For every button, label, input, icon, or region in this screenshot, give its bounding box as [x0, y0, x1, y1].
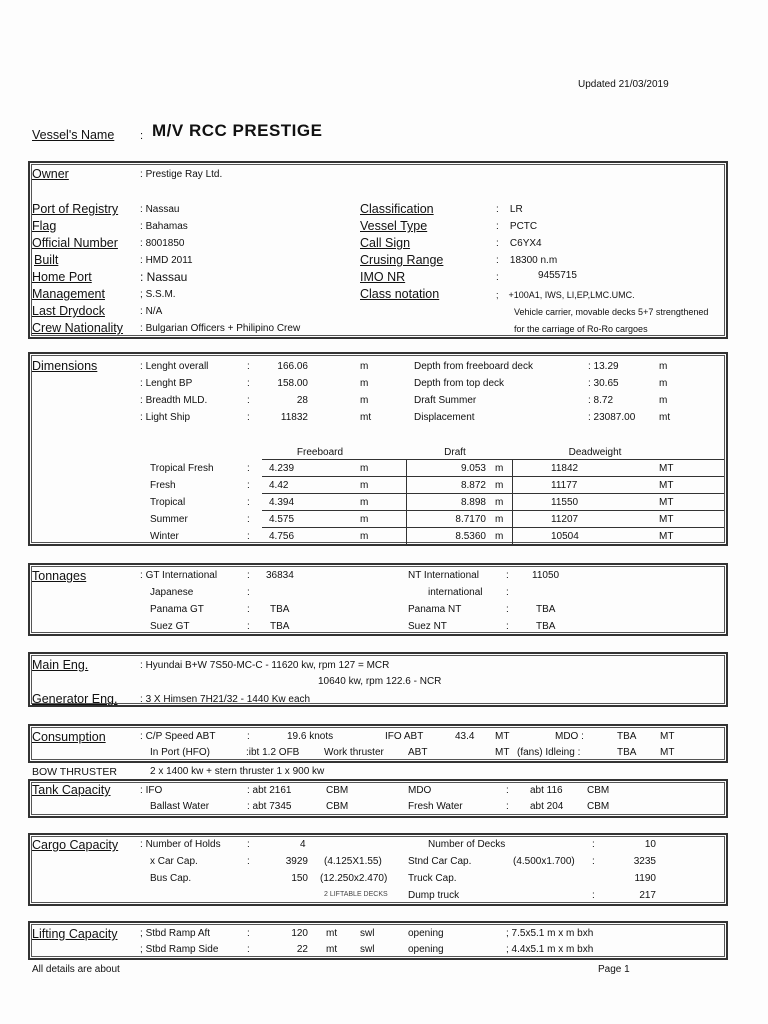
freeboard-value: 4.575	[269, 514, 295, 525]
freeboard-unit: m	[360, 531, 369, 542]
built-text: HMD 2011	[145, 255, 193, 266]
panama-nt-colon: :	[506, 604, 509, 615]
dimensions-label: Dimensions	[32, 359, 98, 373]
freeboard-unit: m	[360, 514, 369, 525]
deadweight-value: 11842	[551, 463, 579, 474]
fresh-water-colon: :	[506, 801, 509, 812]
generator-engine-label: Generator Eng.	[32, 692, 118, 706]
home-port-text: Nassau	[146, 270, 188, 284]
dimension-name: Depth from top deck	[414, 378, 505, 389]
dimension-value: : 13.29	[588, 361, 619, 372]
dimension-row: : Lenght BP	[140, 378, 193, 389]
lifting-value: 22	[296, 944, 308, 955]
load-table-rule	[262, 527, 724, 528]
lifting-swl: swl	[360, 944, 375, 955]
lifting-capacity-box	[28, 921, 728, 960]
decks-colon: :	[592, 839, 595, 850]
call-sign-value: : C6YX4	[496, 238, 542, 249]
lifting-row: ; Stbd Ramp Side	[140, 944, 219, 955]
draft-unit: m	[495, 497, 504, 508]
consumption-label: Consumption	[32, 730, 106, 744]
ifo-value: : abt 2161	[247, 785, 292, 796]
deadweight-value: 11177	[551, 480, 578, 491]
tank-mdo-label: MDO	[408, 785, 432, 796]
bow-thruster-value: 2 x 1400 kw + stern thruster 1 x 900 kw	[150, 766, 325, 777]
tank-capacity-label: Tank Capacity	[32, 783, 111, 797]
home-port-label: Home Port	[32, 270, 92, 284]
draft-unit: m	[495, 463, 504, 474]
international-label: international	[428, 587, 483, 598]
dimension-name: Lenght BP	[145, 378, 193, 389]
dump-truck-value: 217	[639, 890, 656, 901]
deadweight-value: 11207	[551, 514, 579, 525]
dimension-unit: m	[659, 361, 668, 372]
stnd-car-cap-colon: :	[592, 856, 595, 867]
deadweight-unit: MT	[659, 497, 674, 508]
dimension-unit: m	[360, 361, 369, 372]
deadweight-unit: MT	[659, 480, 674, 491]
load-colon: :	[247, 463, 250, 474]
colon: :	[140, 130, 144, 142]
ifo-unit: CBM	[326, 785, 349, 796]
decks-label: Number of Decks	[428, 839, 506, 850]
load-condition: Tropical	[150, 497, 186, 508]
last-drydock-label: Last Drydock	[32, 304, 105, 318]
dump-truck-colon: :	[592, 890, 595, 901]
mdo-value: TBA	[617, 731, 637, 742]
suez-nt-value: TBA	[536, 621, 556, 632]
nt-international-label: NT International	[408, 570, 479, 581]
load-condition: Fresh	[150, 480, 176, 491]
tank-capacity-box	[28, 779, 728, 818]
bus-cap-dim: (12.250x2.470)	[320, 873, 388, 884]
mdo-label: MDO :	[555, 731, 584, 742]
main-engine-value: : Hyundai B+W 7S50-MC-C - 11620 kw, rpm 127 = MCR	[140, 660, 390, 671]
classification-text: LR	[509, 204, 523, 215]
tank-mdo-value: abt 116	[530, 785, 563, 796]
truck-cap-value: 1190	[634, 873, 656, 884]
deadweight-unit: MT	[659, 514, 674, 525]
load-table-rule	[262, 476, 724, 477]
tank-r1-a: : IFO	[140, 785, 163, 796]
dimension-value: 158.00	[277, 378, 308, 389]
vessel-type-value: : PCTC	[496, 221, 538, 232]
ballast-label: Ballast Water	[150, 801, 210, 812]
ballast-unit: CBM	[326, 801, 349, 812]
gt-international-label: : GT International	[140, 570, 218, 581]
port-of-registry-label: Port of Registry	[32, 202, 119, 216]
gt-international-colon: :	[247, 570, 250, 581]
dimension-value: 166.06	[277, 361, 308, 372]
panama-gt-colon: :	[247, 604, 250, 615]
official-number-text: 8001850	[145, 238, 185, 249]
freeboard-value: 4.239	[269, 463, 295, 474]
lifting-dims: ; 4.4x5.1 m x m bxh	[506, 944, 594, 955]
dimension-unit: m	[659, 378, 668, 389]
panama-gt-value: TBA	[270, 604, 290, 615]
load-colon: :	[247, 514, 250, 525]
dimension-value: : 23087.00	[588, 412, 636, 423]
lifting-swl: swl	[360, 928, 375, 939]
load-colon: :	[247, 497, 250, 508]
cp-speed-label: C/P Speed ABT	[145, 731, 216, 742]
freeboard-unit: m	[360, 463, 369, 474]
call-sign-text: C6YX4	[509, 238, 542, 249]
suez-gt-label: Suez GT	[150, 621, 190, 632]
dimension-value: : 30.65	[588, 378, 619, 389]
freeboard-header: Freeboard	[296, 447, 344, 458]
dimension-value: 11832	[280, 412, 308, 423]
in-port-label: In Port (HFO)	[150, 747, 211, 758]
draft-unit: m	[495, 480, 504, 491]
updated-date: Updated 21/03/2019	[578, 79, 669, 90]
liftable-decks-note: 2 LIFTABLE DECKS	[324, 891, 388, 898]
lifting-opening: opening	[408, 944, 444, 955]
consumption-r1-a: : C/P Speed ABT	[140, 731, 216, 742]
load-condition: Summer	[150, 514, 188, 525]
international-colon: :	[506, 587, 509, 598]
generator-engine-value: : 3 X Himsen 7H21/32 - 1440 Kw each	[140, 694, 311, 705]
deadweight-value: 10504	[551, 531, 579, 542]
port-of-registry-text: Nassau	[145, 204, 180, 215]
dimension-name: Draft Summer	[414, 395, 477, 406]
dimension-name: Depth from freeboard deck	[414, 361, 533, 372]
load-colon: :	[247, 531, 250, 542]
flag-text: Bahamas	[145, 221, 188, 232]
panama-nt-value: TBA	[536, 604, 556, 615]
in-port-value: :ibt 1.2 OFB	[246, 747, 300, 758]
fresh-water-label: Fresh Water	[408, 801, 463, 812]
class-notation-line2: Vehicle carrier, movable decks 5+7 strengthened	[514, 307, 709, 317]
vessel-type-text: PCTC	[509, 221, 538, 232]
official-number-label: Official Number	[32, 236, 118, 250]
load-table-rule	[262, 493, 724, 494]
crew-nationality-label: Crew Nationality	[32, 321, 124, 335]
vessel-type-label: Vessel Type	[360, 219, 428, 233]
main-engine-line2: 10640 kw, rpm 122.6 - NCR	[318, 676, 442, 687]
load-table-rule	[262, 544, 724, 545]
car-cap-dim: (4.125X1.55)	[324, 856, 382, 867]
fresh-water-value: abt 204	[530, 801, 564, 812]
crew-nationality-text: Bulgarian Officers + Philipino Crew	[145, 323, 301, 334]
lifting-colon: :	[247, 944, 250, 955]
dimension-name: Light Ship	[145, 412, 191, 423]
last-drydock-text: N/A	[145, 306, 163, 317]
stnd-car-cap-dim: (4.500x1.700)	[513, 856, 575, 867]
suez-nt-label: Suez NT	[408, 621, 447, 632]
freeboard-unit: m	[360, 497, 369, 508]
dimension-unit: mt	[360, 412, 372, 423]
dimension-unit: m	[360, 395, 369, 406]
imo-nr-label: IMO NR	[360, 270, 406, 284]
bus-cap-label: Bus Cap.	[150, 873, 192, 884]
load-condition: Tropical Fresh	[150, 463, 214, 474]
load-table-rule	[262, 510, 724, 511]
vessel-name: M/V RCC PRESTIGE	[152, 121, 323, 140]
lifting-opening: opening	[408, 928, 444, 939]
class-notation-value: ; +100A1, IWS, LI,EP,LMC.UMC.	[496, 290, 635, 300]
dimension-row: : Lenght overall	[140, 361, 209, 372]
page-number: Page 1	[598, 964, 630, 975]
crew-nationality-value: : Bulgarian Officers + Philipino Crew	[140, 323, 301, 334]
imo-nr-value: 9455715	[538, 270, 577, 281]
class-notation-label: Class notation	[360, 287, 440, 301]
official-number-value: : 8001850	[140, 238, 185, 249]
draft-value: 8.872	[460, 480, 486, 491]
draft-header: Draft	[444, 447, 466, 458]
dimension-value: 28	[296, 395, 308, 406]
dimension-colon: :	[247, 361, 250, 372]
work-thruster-abt: ABT	[408, 747, 428, 758]
lifting-colon: :	[247, 928, 250, 939]
tonnages-label: Tonnages	[32, 569, 87, 583]
gt-international-value: 36834	[266, 570, 294, 581]
cp-speed-value: 19.6 knots	[287, 731, 334, 742]
last-drydock-value: : N/A	[140, 306, 163, 317]
class-notation-text: +100A1, IWS, LI,EP,LMC.UMC.	[508, 290, 635, 300]
ifo-abt-value: 43.4	[455, 731, 475, 742]
holds-colon: :	[247, 839, 250, 850]
stnd-car-cap-label: Stnd Car Cap.	[408, 856, 472, 867]
tank-mdo-unit: CBM	[587, 785, 610, 796]
japanese-label: Japanese	[150, 587, 194, 598]
car-cap-label: x Car Cap.	[150, 856, 198, 867]
crusing-range-value: : 18300 n.m	[496, 255, 558, 266]
home-port-value: : Nassau	[140, 270, 188, 284]
mdo-unit: MT	[660, 731, 675, 742]
port-of-registry-value: : Nassau	[140, 204, 180, 215]
lifting-value: 120	[291, 928, 308, 939]
load-table-top-rule	[262, 459, 724, 460]
deadweight-unit: MT	[659, 463, 674, 474]
ballast-value: : abt 7345	[247, 801, 292, 812]
car-cap-colon: :	[247, 856, 250, 867]
built-label: Built	[34, 253, 59, 267]
dump-truck-label: Dump truck	[408, 890, 460, 901]
classification-label: Classification	[360, 202, 434, 216]
consumption-r1-colon: :	[247, 731, 250, 742]
lifting-unit: mt	[326, 944, 338, 955]
crusing-range-label: Crusing Range	[360, 253, 444, 267]
load-table-divider-2	[512, 459, 513, 544]
owner-value: : Prestige Ray Ltd.	[140, 169, 223, 180]
dimension-colon: :	[247, 378, 250, 389]
dimension-unit: m	[360, 378, 369, 389]
flag-label: Flag	[32, 219, 57, 233]
nt-international-colon: :	[506, 570, 509, 581]
owner-text: Prestige Ray Ltd.	[145, 169, 223, 180]
dimension-row: : Breadth MLD.	[140, 395, 208, 406]
truck-cap-label: Truck Cap.	[408, 873, 457, 884]
stnd-car-cap-value: 3235	[633, 856, 656, 867]
cargo-capacity-label: Cargo Capacity	[32, 838, 119, 852]
main-engine-text: Hyundai B+W 7S50-MC-C - 11620 kw, rpm 127 = MCR	[145, 660, 390, 671]
lifting-name: Stbd Ramp Aft	[145, 928, 211, 939]
work-thruster-label: Work thruster	[324, 747, 384, 758]
lifting-row: ; Stbd Ramp Aft	[140, 928, 211, 939]
bow-thruster-label: BOW THRUSTER	[32, 766, 117, 778]
idleing-label: (fans) Idleing :	[517, 747, 581, 758]
decks-value: 10	[644, 839, 656, 850]
suez-gt-colon: :	[247, 621, 250, 632]
panama-nt-label: Panama NT	[408, 604, 462, 615]
dimension-name: Breadth MLD.	[145, 395, 208, 406]
deadweight-value: 11550	[551, 497, 579, 508]
freeboard-value: 4.394	[269, 497, 295, 508]
dimension-name: Lenght overall	[145, 361, 209, 372]
lifting-name: Stbd Ramp Side	[145, 944, 219, 955]
load-colon: :	[247, 480, 250, 491]
ifo-label: IFO	[145, 785, 163, 796]
dimension-colon: :	[247, 412, 250, 423]
draft-value: 8.5360	[455, 531, 486, 542]
load-condition: Winter	[150, 531, 179, 542]
idleing-unit: MT	[660, 747, 675, 758]
draft-value: 8.898	[460, 497, 486, 508]
classification-value: : LR	[496, 204, 523, 215]
main-engine-label: Main Eng.	[32, 658, 89, 672]
freeboard-value: 4.42	[269, 480, 289, 491]
crusing-range-text: 18300 n.m	[509, 255, 558, 266]
gt-international-text: GT International	[145, 570, 218, 581]
suez-gt-value: TBA	[270, 621, 290, 632]
holds-text: Number of Holds	[145, 839, 221, 850]
bus-cap-value: 150	[291, 873, 308, 884]
deadweight-unit: MT	[659, 531, 674, 542]
imo-nr-colon: :	[496, 272, 499, 283]
car-cap-value: 3929	[285, 856, 308, 867]
draft-value: 9.053	[460, 463, 486, 474]
dimension-name: Displacement	[414, 412, 475, 423]
fresh-water-unit: CBM	[587, 801, 610, 812]
management-label: Management	[32, 287, 105, 301]
generator-engine-text: 3 X Himsen 7H21/32 - 1440 Kw each	[145, 694, 311, 705]
flag-value: : Bahamas	[140, 221, 188, 232]
draft-value: 8.7170	[455, 514, 486, 525]
dimension-unit: mt	[659, 412, 671, 423]
japanese-colon: :	[247, 587, 250, 598]
holds-label: : Number of Holds	[140, 839, 221, 850]
built-value: : HMD 2011	[140, 255, 193, 266]
draft-unit: m	[495, 531, 504, 542]
dimension-value: : 8.72	[588, 395, 614, 406]
footer-note: All details are about	[32, 964, 120, 975]
management-value: ; S.S.M.	[140, 289, 176, 300]
idleing-value: TBA	[617, 747, 637, 758]
work-thruster-unit: MT	[495, 747, 510, 758]
dimension-colon: :	[247, 395, 250, 406]
owner-label: Owner	[32, 167, 69, 181]
tonnages-box	[28, 563, 728, 636]
ifo-abt-label: IFO ABT	[385, 731, 424, 742]
vessel-name-label: Vessel's Name	[32, 128, 115, 142]
holds-value: 4	[300, 839, 306, 850]
load-table-divider-1	[406, 459, 407, 544]
call-sign-label: Call Sign	[360, 236, 411, 250]
ifo-abt-unit: MT	[495, 731, 510, 742]
dimension-unit: m	[659, 395, 668, 406]
suez-nt-colon: :	[506, 621, 509, 632]
class-notation-line3: for the carriage of Ro-Ro cargoes	[514, 324, 648, 334]
lifting-unit: mt	[326, 928, 338, 939]
lifting-dims: ; 7.5x5.1 m x m bxh	[506, 928, 594, 939]
freeboard-value: 4.756	[269, 531, 295, 542]
panama-gt-label: Panama GT	[150, 604, 204, 615]
freeboard-unit: m	[360, 480, 369, 491]
dimension-row: : Light Ship	[140, 412, 191, 423]
tank-mdo-colon: :	[506, 785, 509, 796]
nt-international-value: 11050	[532, 570, 560, 581]
management-text: S.S.M.	[145, 289, 176, 300]
lifting-capacity-label: Lifting Capacity	[32, 927, 118, 941]
draft-unit: m	[495, 514, 504, 525]
deadweight-header: Deadweight	[568, 447, 622, 458]
